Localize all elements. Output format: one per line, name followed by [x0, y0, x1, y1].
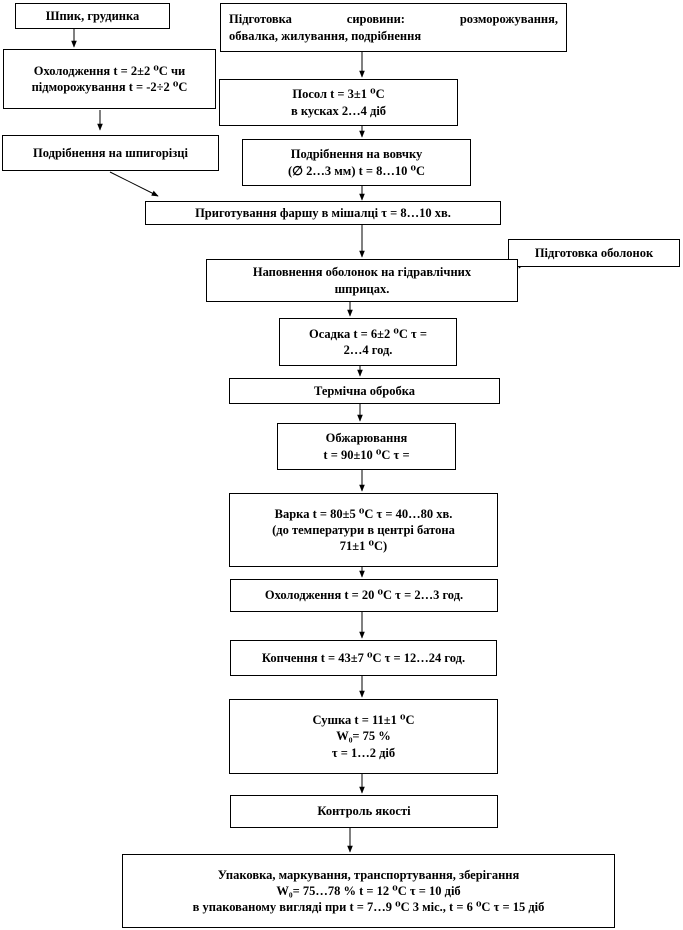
node-packaging-line-3: в упакованому вигляді при t = 7…9 ⁰С 3 міс., t = 6 ⁰С τ = 15 діб: [192, 900, 545, 915]
node-settling: [279, 318, 457, 366]
node-quality-control: [230, 795, 498, 828]
node-forcemeat: [145, 201, 501, 225]
node-roasting-line-2: t = 90±10 ⁰С τ =: [323, 447, 410, 462]
node-grinding-fat: [2, 135, 219, 171]
node-salting: [219, 79, 458, 126]
node-cooling-text: Охолодження t = 20 ⁰С τ = 2…3 год.: [264, 588, 464, 603]
node-packaging-line-2: W₀= 75…78 % t = 12 ⁰С τ = 10 діб: [276, 883, 461, 898]
node-mincing-line-1: Подрібнення на вовчку: [290, 147, 423, 162]
node-chilling-line-2: підморожування t = -2÷2 ⁰С: [31, 80, 188, 94]
node-grinding-fat-text: Подрібнення на шпигорізці: [33, 145, 188, 160]
node-roasting: [277, 423, 456, 470]
node-drying-line-3: τ = 1…2 діб: [331, 745, 396, 760]
node-settling-line-2: 2…4 год.: [343, 343, 393, 357]
node-quality-control-text: Контроль якості: [317, 804, 411, 819]
node-heat-treatment-text: Термічна обробка: [313, 383, 415, 398]
node-stuffing-line-1: Наповнення оболонок на гідравлічних: [252, 265, 472, 280]
node-cooking-line-2: (до температури в центрі батона: [272, 522, 455, 537]
node-casing-prep: [508, 239, 680, 267]
node-smoking-text: Копчення t = 43±7 ⁰С τ = 12…24 год.: [261, 650, 466, 665]
node-cooking: [229, 493, 498, 567]
node-stuffing-line-2: шприцах.: [334, 281, 390, 296]
node-drying: [229, 699, 498, 774]
node-salting-line-1: Посол t = 3±1 ⁰С: [292, 87, 385, 102]
node-smoking: [230, 640, 497, 676]
node-mincing: [242, 139, 471, 186]
node-settling-line-1: Осадка t = 6±2 ⁰С τ =: [308, 326, 428, 341]
node-heat-treatment: [229, 378, 500, 404]
node-drying-line-2: W₀= 75 %: [336, 729, 391, 744]
node-cooling: [230, 579, 498, 612]
node-raw-meat-text: Шпик, грудинка: [45, 8, 140, 23]
arrow-grinding-to-forcemeat: [110, 172, 158, 196]
node-drying-line-1: Сушка t = 11±1 ⁰С: [312, 713, 415, 728]
node-mincing-line-2: (∅ 2…3 мм) t = 8…10 ⁰С: [287, 163, 426, 178]
node-chilling-line-1: Охолодження t = 2±2 ⁰С чи: [33, 63, 186, 78]
node-roasting-line-1: Обжарювання: [325, 431, 408, 446]
node-raw-prep: [220, 3, 567, 52]
node-packaging-line-1: Упаковка, маркування, транспортування, зберігання: [217, 867, 520, 882]
node-salting-line-2: в кусках 2…4 діб: [290, 103, 387, 118]
node-stuffing: [206, 259, 518, 302]
node-casing-prep-text: Підготовка оболонок: [534, 245, 654, 260]
node-forcemeat-text: Приготування фаршу в мішалці τ = 8…10 хв.: [195, 205, 451, 220]
node-cooking-line-1: Варка t = 80±5 ⁰С τ = 40…80 хв.: [274, 506, 453, 521]
node-raw-prep-line-1: Підготовка сировини: розморожування,: [229, 12, 558, 27]
node-chilling: [3, 49, 216, 109]
node-raw-meat: [15, 3, 170, 29]
node-packaging: [122, 854, 615, 928]
node-cooking-line-3: 71±1 ⁰С): [339, 539, 388, 554]
node-raw-prep-line-2: обвалка, жилування, подрібнення: [229, 28, 422, 43]
